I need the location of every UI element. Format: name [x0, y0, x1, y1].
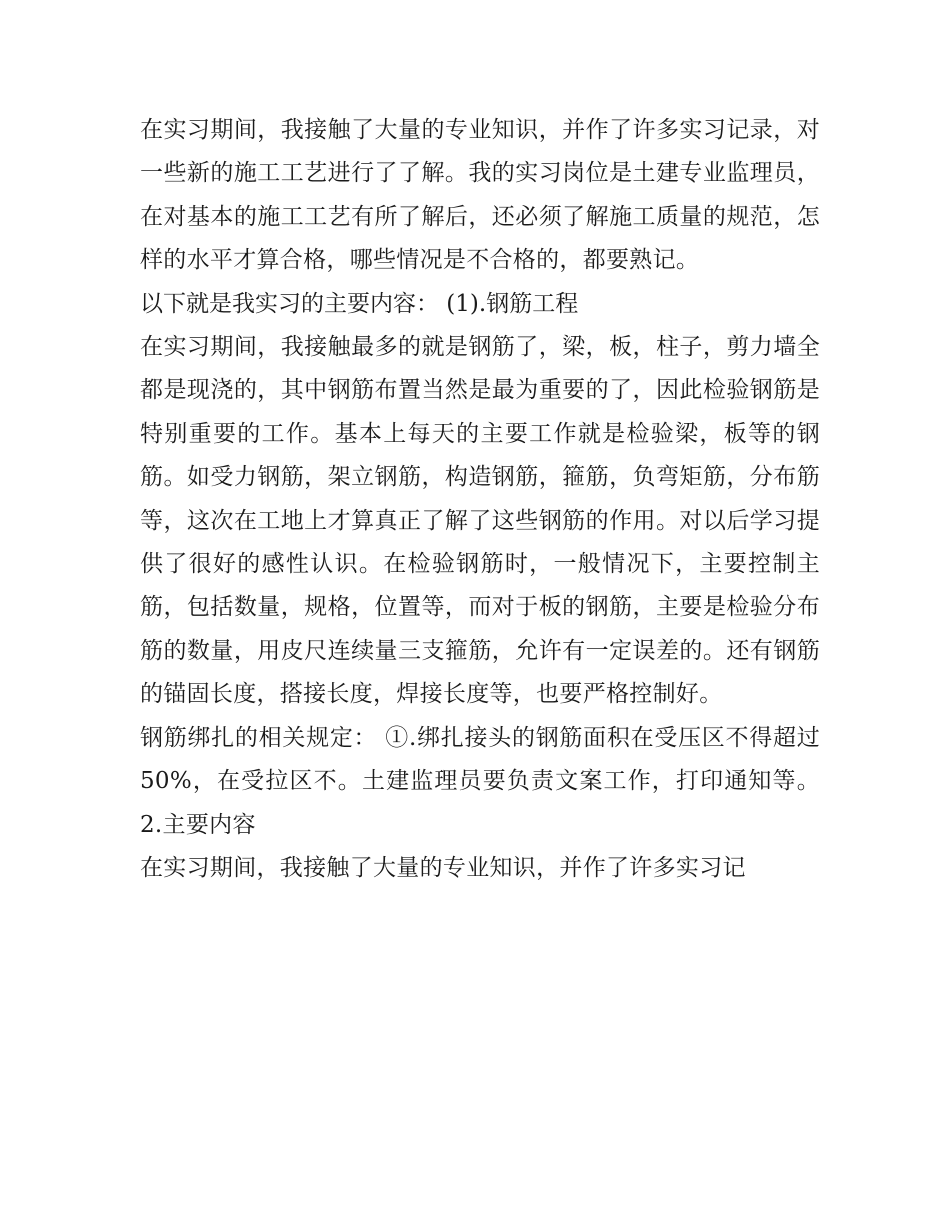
paragraph-main-content-heading: 以下就是我实习的主要内容： (1).钢筋工程 [140, 290, 579, 317]
paragraph-internship-overview: 在实习期间，我接触了大量的专业知识，并作了许多实习记录，对一些新的施工工艺进行了了解。我的实习岗位是土建专业监理员，在对基本的施工工艺有所了解后，还必须了解施工质量的规范，怎样的水平才算合格，哪些情况是不合格的，都要熟记。 [140, 117, 820, 274]
document-body [140, 109, 820, 890]
paragraph-internship-repeat: 在实习期间，我接触了大量的专业知识，并作了许多实习记 [140, 854, 746, 881]
paragraph-rebar-engineering: 在实习期间，我接触最多的就是钢筋了，梁，板，柱子，剪力墙全都是现浇的，其中钢筋布置当然是最为重要的了，因此检验钢筋是特别重要的工作。基本上每天的主要工作就是检验梁，板等的钢筋。如受力钢筋，架立钢筋，构造钢筋，箍筋，负弯矩筋，分布筋等，这次在工地上才算真正了解了这些钢筋的作用。对以后学习提供了很好的感性认识。在检验钢筋时，一般情况下，主要控制主筋，包括数量，规格，位置等，而对于板的钢筋，主要是检验分布筋的数量，用皮尺连续量三支箍筋，允许有一定误差的。还有钢筋的锚固长度，搭接长度，焊接长度等，也要严格控制好。 [140, 334, 820, 708]
paragraph-rebar-binding-rules: 钢筋绑扎的相关规定： ①.绑扎接头的钢筋面积在受压区不得超过 50%，在受拉区不。土建监理员要负责文案工作，打印通知等。 2.主要内容 [140, 724, 820, 838]
